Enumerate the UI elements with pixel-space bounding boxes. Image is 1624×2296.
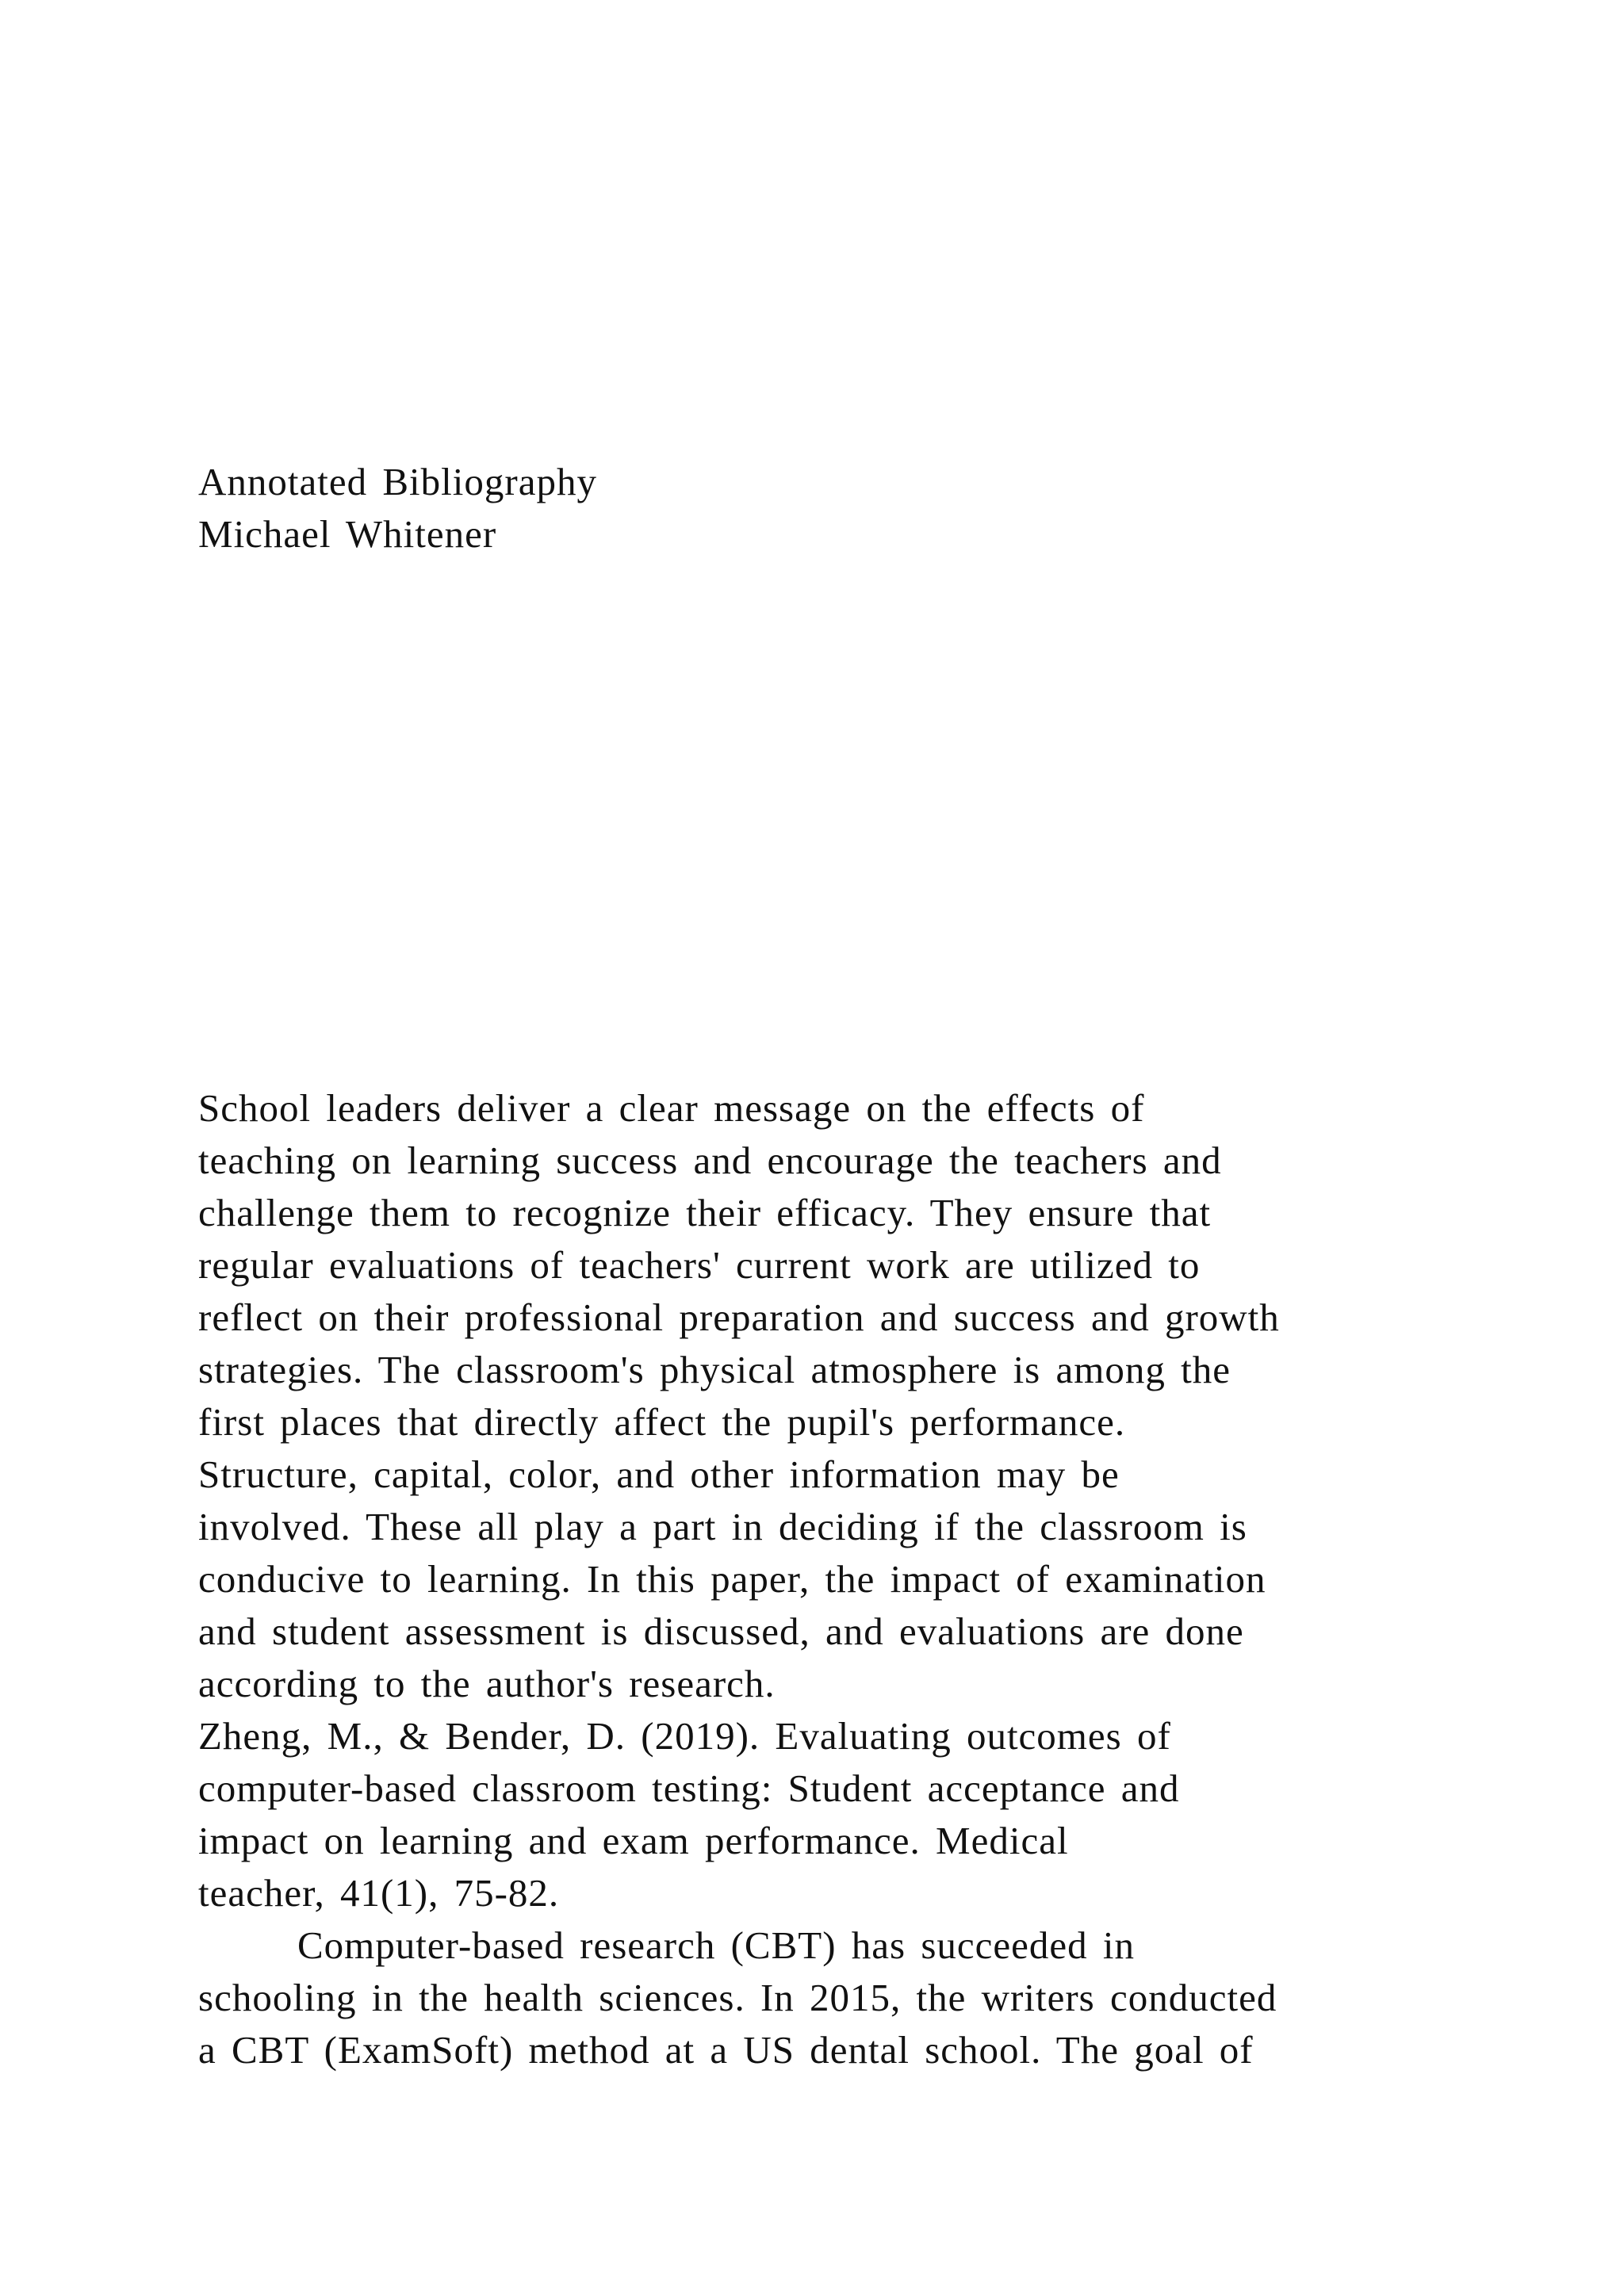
text-line: reflect on their professional preparation and success and growth bbox=[198, 1295, 1280, 1339]
text-line: conducive to learning. In this paper, the impact of examination bbox=[198, 1557, 1266, 1601]
annotation-paragraph bbox=[198, 1919, 1507, 2076]
text-line: Structure, capital, color, and other information may be bbox=[198, 1452, 1120, 1496]
author-name: Michael Whitener bbox=[198, 512, 497, 556]
text-line: a CBT (ExamSoft) method at a US dental school. The goal of bbox=[198, 2028, 1254, 2072]
text-line: and student assessment is discussed, and evaluations are done bbox=[198, 1609, 1244, 1653]
document-title: Annotated Bibliography bbox=[198, 460, 597, 503]
citation-line: computer-based classroom testing: Student acceptance and bbox=[198, 1766, 1180, 1810]
text-line: involved. These all play a part in deciding if the classroom is bbox=[198, 1505, 1247, 1548]
text-line: Computer-based research (CBT) has succeeded in bbox=[297, 1923, 1135, 1967]
text-line: regular evaluations of teachers' current work are utilized to bbox=[198, 1243, 1201, 1287]
text-line: teaching on learning success and encourage the teachers and bbox=[198, 1138, 1222, 1182]
document-header bbox=[198, 456, 1507, 561]
citation-line: impact on learning and exam performance. Medical bbox=[198, 1819, 1069, 1862]
citation-line: teacher, 41(1), 75-82. bbox=[198, 1871, 560, 1915]
summary-paragraph bbox=[198, 1082, 1507, 1710]
text-line: according to the author's research. bbox=[198, 1662, 776, 1705]
citation-line: Zheng, M., & Bender, D. (2019). Evaluating outcomes of bbox=[198, 1714, 1171, 1758]
text-line: strategies. The classroom's physical atmosphere is among the bbox=[198, 1348, 1231, 1391]
reference-citation bbox=[198, 1710, 1507, 1919]
text-line: School leaders deliver a clear message on the effects of bbox=[198, 1086, 1145, 1130]
document-body bbox=[198, 1082, 1507, 2076]
text-line: first places that directly affect the pupil's performance. bbox=[198, 1400, 1126, 1444]
text-line: schooling in the health sciences. In 2015, the writers conducted bbox=[198, 1976, 1277, 2019]
text-line: challenge them to recognize their efficacy. They ensure that bbox=[198, 1191, 1212, 1234]
